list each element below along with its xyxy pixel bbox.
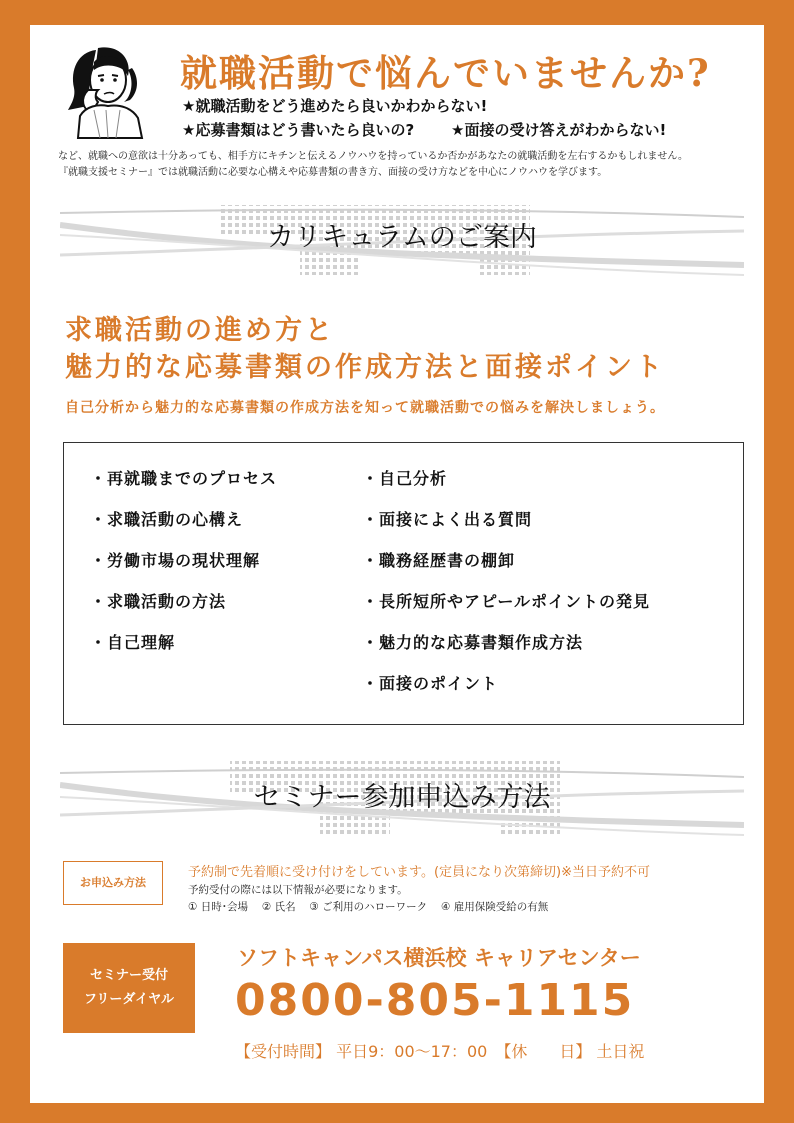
school-name: ソフトキャンパス横浜校 キャリアセンター [237,946,641,970]
free-dial-box [63,943,195,1033]
application-note: 予約受付の際には以下情報が必要になります。 [188,884,408,896]
curriculum-item: ・求職活動の方法 [90,592,227,611]
curriculum-item: ・面接のポイント [362,674,499,693]
application-requirements: ① 日時･会場 ② 氏名 ③ ご利用のハローワーク ④ 雇用保険受給の有無 [188,901,549,913]
curriculum-item: ・魅力的な応募書類作成方法 [362,633,584,652]
application-banner-title: セミナー参加申込み方法 [253,782,551,813]
worry-question-2: ★応募書類はどう書いたら良いの? [182,121,415,139]
curriculum-left-list [90,465,277,670]
curriculum-item: ・自己分析 [362,469,448,488]
curriculum-banner [60,195,744,287]
curriculum-item: ・求職活動の心構え [90,510,244,529]
headline: 就職活動で悩んでいませんか? [180,51,711,95]
worried-person-illustration [58,40,158,140]
curriculum-item: ・面接によく出る質問 [362,510,533,529]
curriculum-subtitle-1: 求職活動の進め方と [65,315,335,346]
curriculum-subtitle-2: 魅力的な応募書類の作成方法と面接ポイント [65,352,665,383]
curriculum-banner-title: カリキュラムのご案内 [267,222,537,253]
curriculum-right-list [362,465,650,711]
curriculum-lead: 自己分析から魅力的な応募書類の作成方法を知って就職活動での悩みを解決しましょう。 [65,400,665,416]
curriculum-item: ・職務経歴書の棚卸 [362,551,516,570]
reception-hours: 【受付時間】 平日9：00～17：00 【休 日】 土日祝 [235,1042,645,1061]
curriculum-item: ・労働市場の現状理解 [90,551,261,570]
curriculum-item: ・再就職までのプロセス [90,469,278,488]
intro-line-2: 『就職支援セミナー』では就職活動に必要な心構えや応募書類の書き方、面接の受け方などを中心にノウハウを学びます。 [58,167,608,178]
free-dial-line-2: フリーダイヤル [83,992,175,1007]
page-content [30,25,764,1103]
free-dial-line-1: セミナー受付 [89,968,168,983]
application-banner [60,753,744,845]
application-label: お申込み方法 [63,861,163,905]
application-main-text: 予約制で先着順に受け付けをしています。(定員になり次第締切)※当日予約不可 [188,865,650,880]
worry-question-3: ★面接の受け答えがわからない! [451,121,667,139]
curriculum-box [63,442,744,725]
curriculum-item: ・長所短所やアピールポイントの発見 [362,592,651,611]
curriculum-item: ・自己理解 [90,633,176,652]
intro-line-1: など、就職への意欲は十分あっても、相手方にキチンと伝えるノウハウを持っているか否かがあなたの就職活動を左右するかもしれません。 [58,151,688,162]
worry-question-1: ★就職活動をどう進めたら良いかわからない! [182,97,488,115]
phone-number[interactable]: 0800-805-1115 [235,975,635,1026]
